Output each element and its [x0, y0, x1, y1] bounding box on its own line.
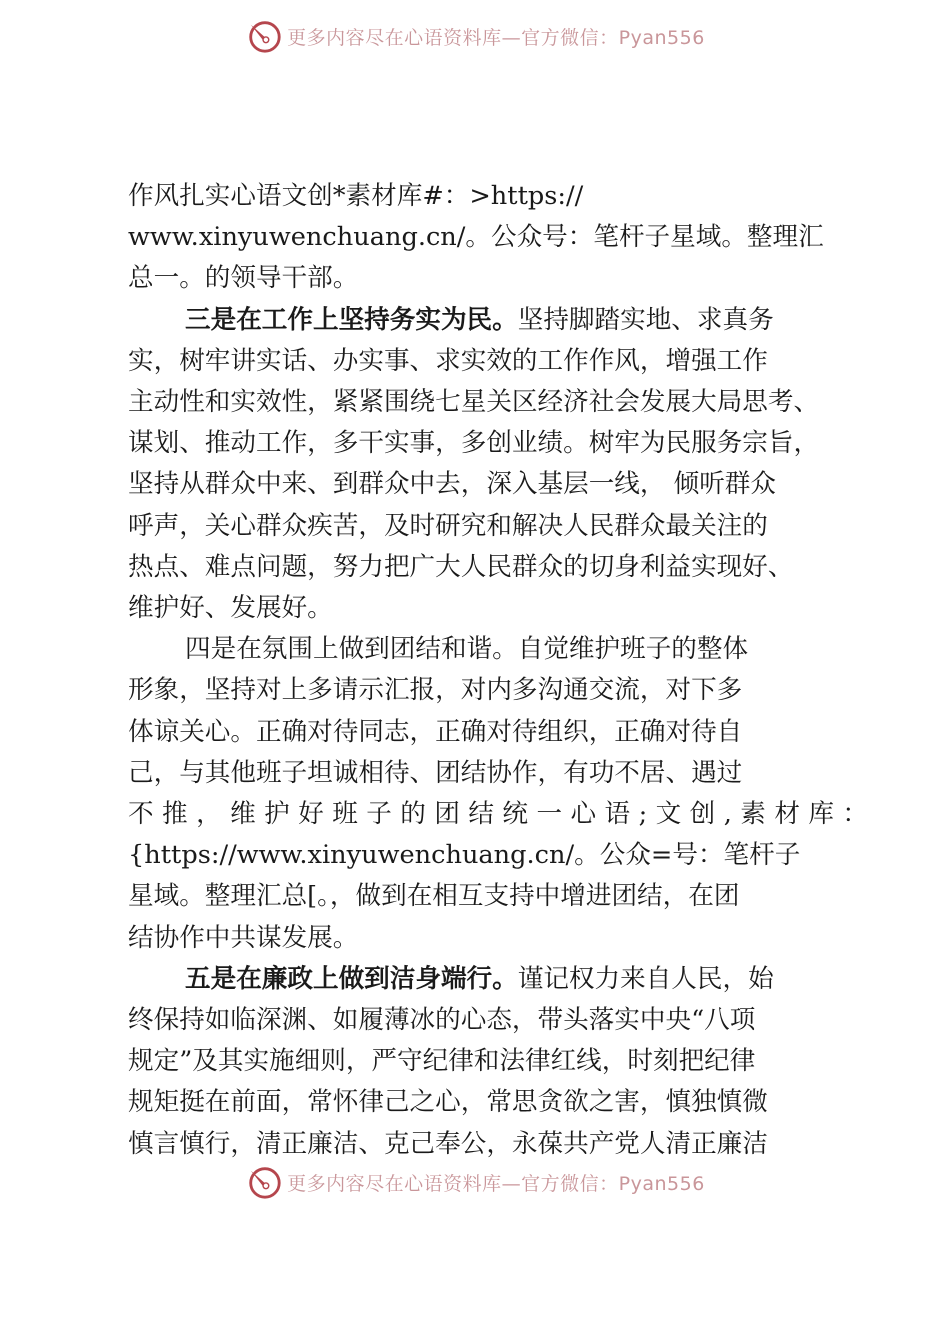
text-line: 规定”及其实施细则，严守纪律和法律红线，时刻把纪律	[128, 1046, 756, 1077]
wechat-id: Pyan556	[618, 1172, 705, 1195]
text-line: 不推，维护好班子的团结统一心语;文创,素材库：	[128, 799, 868, 830]
paragraph-heading: 三是在工作上坚持务实为民。	[185, 304, 518, 335]
text-line: 谋划、推动工作，多干实事，多创业绩。树牢为民服务宗旨，	[128, 428, 820, 459]
text-line: www.xinyuwenchuang.cn/。公众号：笔杆子星域。整理汇	[128, 222, 824, 253]
paragraph-pragmatic	[128, 300, 868, 630]
footer-banner	[0, 1160, 950, 1204]
paragraph-unity	[128, 629, 868, 959]
text-line: 谨记权力来自人民，始	[517, 963, 774, 994]
text-line: 体谅关心。正确对待同志，正确对待组织，正确对待自	[128, 716, 743, 747]
text-line: 慎言慎行，清正廉洁、克己奉公，永葆共产党人清正廉洁	[128, 1128, 768, 1159]
text-line: 四是在氛围上做到团结和谐。自觉维护班子的整体	[185, 634, 749, 665]
text-line: 主动性和实效性，紧紧围绕七星关区经济社会发展大局思考、	[128, 387, 820, 418]
header-banner	[0, 14, 950, 58]
text-line: {https://www.xinyuwenchuang.cn/。公众=号：笔杆子	[128, 840, 801, 871]
paragraph-heading: 五是在廉政上做到洁身端行。	[185, 963, 518, 994]
text-line: 总一。的领导干部。	[128, 263, 359, 294]
text-line: 终保持如临深渊、如履薄冰的心态，带头落实中央“八项	[128, 1005, 756, 1036]
pen-circle-logo-icon	[245, 17, 283, 55]
text-line: 维护好、发展好。	[128, 593, 333, 624]
text-line: 结协作中共谋发展。	[128, 922, 359, 953]
text-line: 形象，坚持对上多请示汇报，对内多沟通交流，对下多	[128, 675, 743, 706]
paragraph-continuation	[128, 176, 868, 300]
banner-caption: 更多内容尽在心语资料库—官方微信：Pyan556	[287, 26, 705, 49]
pen-circle-logo-icon	[245, 1163, 283, 1201]
banner-caption: 更多内容尽在心语资料库—官方微信：Pyan556	[287, 1172, 705, 1195]
paragraph-integrity	[128, 959, 868, 1165]
wechat-id: Pyan556	[618, 26, 705, 49]
text-line: 热点、难点问题，努力把广大人民群众的切身利益实现好、	[128, 551, 794, 582]
text-line: 坚持从群众中来、到群众中去，深入基层一线， 倾听群众	[128, 469, 776, 500]
text-line: 规矩挺在前面，常怀律己之心，常思贪欲之害，慎独慎微	[128, 1087, 768, 1118]
text-line: 己，与其他班子坦诚相待、团结协作，有功不居、遇过	[128, 757, 743, 788]
text-line: 实，树牢讲实话、办实事、求实效的工作作风，增强工作	[128, 345, 768, 376]
text-line: 坚持脚踏实地、求真务	[517, 304, 774, 335]
text-line: 作风扎实心语文创*素材库#：>https://	[128, 181, 584, 211]
document-body	[128, 176, 868, 1165]
text-line: 呼声，关心群众疾苦，及时研究和解决人民群众最关注的	[128, 510, 768, 541]
text-line: 星域。整理汇总[。，做到在相互支持中增进团结，在团	[128, 881, 740, 912]
